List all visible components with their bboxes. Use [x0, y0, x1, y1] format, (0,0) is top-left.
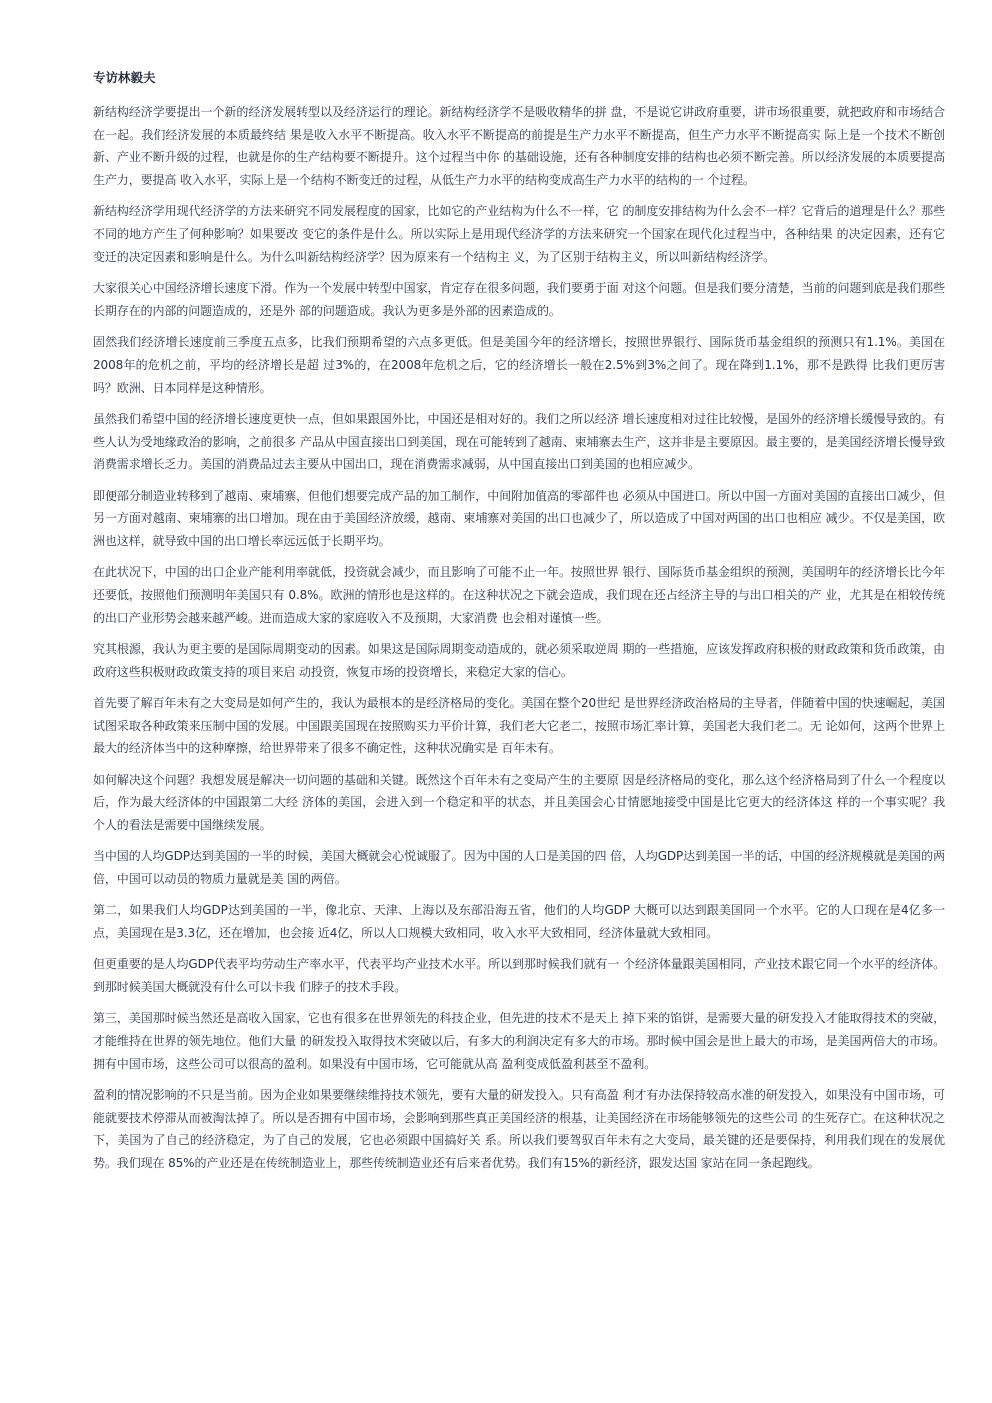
paragraph-5: 虽然我们希望中国的经济增长速度更快一点，但如果跟国外比，中国还是相对好的。我们之所以经济 增长速度相对过往比较慢，是国外的经济增长缓慢导致的。有些人认为受地缘政治的影响，之前很多 产品从中国直接出口到美国，现在可能转到了越南、柬埔寨去生产，这并非是主要原因。最主要的，是美国经济增长慢导致消费需求增长乏力。美国的消费品过去主要从中国出口，现在消费需求减弱，从中国直接出口到美国的也相应减少。: [93, 411, 945, 472]
paragraph-7: 在此状况下，中国的出口企业产能利用率就低，投资就会减少，而且影响了可能不止一年。按照世界 银行、国际货币基金组织的预测，美国明年的经济增长比今年还要低，按照他们预测明年美国只有 0.8%。欧洲的情形也是这样的。在这种状况之下就会造成，我们现在还占经济主导的与出口相关的产 业，尤其是在相较传统的出口产业形势会越来越严峻。进而造成大家的家庭收入不及预期，大家消费 也会相对谨慎一些。: [93, 565, 945, 625]
paragraph-13: 但更重要的是人均GDP代表平均劳动生产率水平，代表平均产业技术水平。所以到那时候我们就有一 个经济体量跟美国相同，产业技术跟它同一个水平的经济体。到那时候美国大概就没有什么可以卡我 们脖子的技术手段。: [93, 957, 945, 995]
article-title: 专访林毅夫: [93, 70, 156, 85]
paragraph-14: 第三，美国那时候当然还是高收入国家，它也有很多在世界领先的科技企业，但先进的技术不是天上 掉下来的馅饼，是需要大量的研发投入才能取得技术的突破，才能维持在世界的领先地位。他们大量 的研发投入取得技术突破以后，有多大的利润决定有多大的市场。那时候中国会是世上最大的市场，是美国两倍大的市场。拥有中国市场，这些公司可以很高的盈利。如果没有中国市场，它可能就从高 盈利变成低盈利甚至不盈利。: [93, 1011, 945, 1071]
paragraph-6: 即便部分制造业转移到了越南、柬埔寨，但他们想要完成产品的加工制作，中间附加值高的零部件也 必须从中国进口。所以中国一方面对美国的直接出口减少，但另一方面对越南、柬埔寨的出口增加。现在由于美国经济放缓，越南、柬埔寨对美国的出口也减少了，所以造成了中国对两国的出口也相应 减少。不仅是美国，欧洲也这样，就导致中国的出口增长率远远低于长期平均。: [93, 488, 945, 548]
paragraph-15: 盈利的情况影响的不只是当前。因为企业如果要继续维持技术领先，要有大量的研发投入。只有高盈 利才有办法保持较高水准的研发投入，如果没有中国市场，可能就要技术停滞从而被淘汰掉了。所以是否拥有中国市场，会影响到那些真正美国经济的根基，让美国经济在市场能够领先的这些公司 的生死存亡。在这种状况之下，美国为了自己的经济稳定，为了自己的发展，它也必须跟中国搞好关 系。所以我们要驾驭百年未有之大变局，最关键的还是要保持，利用我们现在的发展优势。我们现在 85%的产业还是在传统制造业上，那些传统制造业还有后来者优势。我们有15%的新经济，跟发达国 家站在同一条起跑线。: [93, 1088, 945, 1171]
paragraph-4: 固然我们经济增长速度前三季度五点多，比我们预期希望的六点多更低。但是美国今年的经济增长，按照世界银行、国际货币基金组织的预测只有1.1%。美国在2008年的危机之前，平均的经济增长是超 过3%的，在2008年危机之后，它的经济增长一般在2.5%到3%之间了。现在降到1.1%，那不是跌得 比我们更厉害吗？欧洲、日本同样是这种情形。: [93, 335, 945, 395]
paragraph-9: 首先要了解百年未有之大变局是如何产生的，我认为最根本的是经济格局的变化。美国在整个20世纪 是世界经济政治格局的主导者，伴随着中国的快速崛起，美国试图采取各种政策来压制中国的发展。中国跟美国现在按照购买力平价计算，我们老大它老二，按照市场汇率计算，美国老大我们老二。无 论如何，这两个世界上最大的经济体当中的这种摩擦，给世界带来了很多不确定性，这种状况确实是 百年未有。: [93, 695, 945, 756]
paragraph-2: 新结构经济学用现代经济学的方法来研究不同发展程度的国家，比如它的产业结构为什么不一样，它 的制度安排结构为什么会不一样？它背后的道理是什么？那些不同的地方产生了何种影响？如果要改 变它的条件是什么。所以实际上是用现代经济学的方法来研究一个国家在现代化过程当中，各种结果 的决定因素，还有它变迁的决定因素和影响是什么。为什么叫新结构经济学？因为原来有一个结构主 义，为了区别于结构主义，所以叫新结构经济学。: [93, 204, 945, 264]
paragraph-1: 新结构经济学要提出一个新的经济发展转型以及经济运行的理论。新结构经济学不是吸收精华的拼 盘，不是说它讲政府重要，讲市场很重要，就把政府和市场结合在一起。我们经济发展的本质最终结 果是收入水平不断提高。收入水平不断提高的前提是生产力水平不断提高，但生产力水平不断提高实 际上是一个技术不断创新、产业不断升级的过程，也就是你的生产结构要不断提升。这个过程当中你 的基础设施，还有各种制度安排的结构也必须不断完善。所以经济发展的本质要提高生产力，要提高 收入水平，实际上是一个结构不断变迁的过程，从低生产力水平的结构变成高生产力水平的结构的一 个过程。: [93, 105, 945, 188]
article: [93, 68, 945, 1183]
paragraph-3: 大家很关心中国经济增长速度下滑。作为一个发展中转型中国家，肯定存在很多问题，我们要勇于面 对这个问题。但是我们要分清楚，当前的问题到底是我们那些长期存在的内部的问题造成的，还是外 部的问题造成。我认为更多是外部的因素造成的。: [93, 281, 945, 318]
paragraph-12: 第二，如果我们人均GDP达到美国的一半，像北京、天津、上海以及东部沿海五省，他们的人均GDP 大概可以达到跟美国同一个水平。它的人口现在是4亿多一点，美国现在是3.3亿，还在增加，也会接 近4亿，所以人口规模大致相同，收入水平大致相同，经济体量就大致相同。: [93, 903, 945, 941]
paragraph-11: 当中国的人均GDP达到美国的一半的时候，美国大概就会心悦诚服了。因为中国的人口是美国的四 倍，人均GDP达到美国一半的话，中国的经济规模就是美国的两倍，中国可以动员的物质力量就是美 国的两倍。: [93, 849, 945, 887]
paragraph-10: 如何解决这个问题？我想发展是解决一切问题的基础和关键。既然这个百年未有之变局产生的主要原 因是经济格局的变化，那么这个经济格局到了什么一个程度以后，作为最大经济体的中国跟第二大经 济体的美国，会进入到一个稳定和平的状态，并且美国会心甘情愿地接受中国是比它更大的经济体这 样的一个事实呢？我个人的看法是需要中国继续发展。: [93, 772, 945, 833]
paragraph-8: 究其根源，我认为更主要的是国际周期变动的因素。如果这是国际周期变动造成的，就必须采取逆周 期的一些措施，应该发挥政府积极的财政政策和货币政策，由政府这些积极财政政策支持的项目来启 动投资，恢复市场的投资增长，来稳定大家的信心。: [93, 641, 945, 679]
